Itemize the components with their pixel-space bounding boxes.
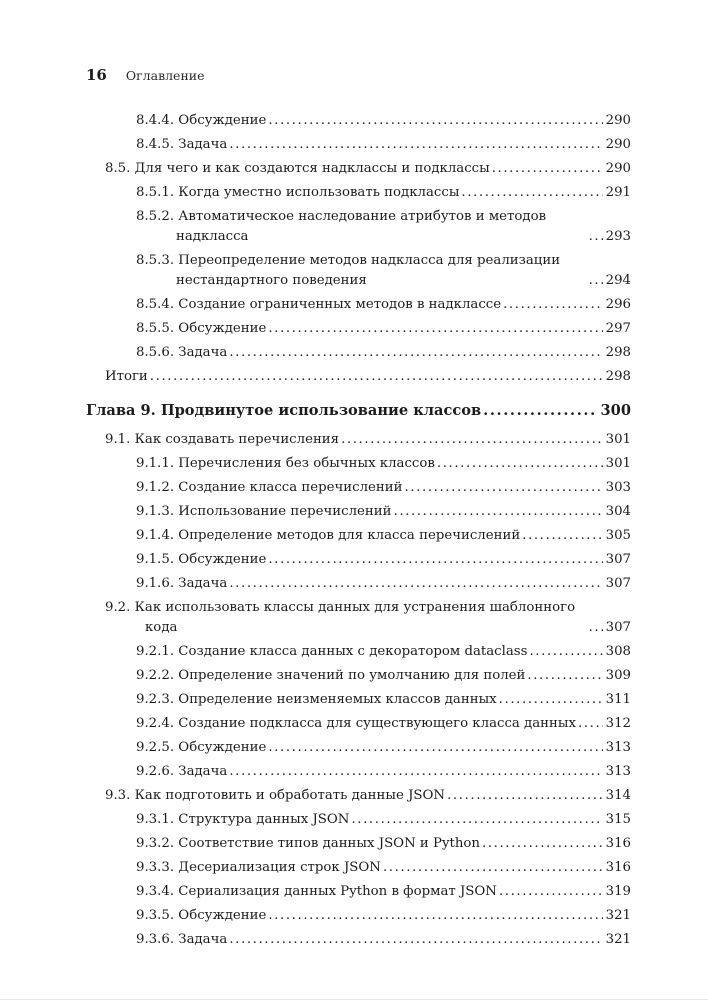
toc-dot-leader — [394, 502, 603, 522]
toc-entry — [86, 858, 631, 878]
toc-entry-page: 298 — [605, 369, 631, 384]
toc-dot-leader — [461, 183, 602, 203]
toc-entry — [86, 183, 631, 203]
toc-entry-page: 321 — [605, 932, 631, 947]
toc-entry-page: 321 — [605, 908, 631, 923]
toc-entry-page: 307 — [605, 552, 631, 567]
toc-dot-leader — [268, 550, 602, 570]
toc-dot-leader — [529, 642, 602, 662]
toc-dot-leader — [341, 430, 603, 450]
toc-entry — [86, 478, 631, 498]
toc-dot-leader — [268, 738, 602, 758]
toc-dot-leader — [383, 858, 603, 878]
toc-entry-page: 293 — [605, 229, 631, 244]
toc-entry-page: 303 — [605, 480, 631, 495]
toc-entry — [86, 111, 631, 131]
toc-dot-leader — [492, 159, 603, 179]
toc-entry — [86, 319, 631, 339]
toc-entry — [86, 690, 631, 710]
toc-entry-page: 307 — [605, 576, 631, 591]
toc-entry-title: 9.2.4. Создание подкласса для существующего класса данных — [136, 716, 576, 731]
toc-entry — [86, 343, 631, 363]
toc-entry-title: 9.3.6. Задача — [136, 932, 228, 947]
toc-entry-page: 290 — [605, 137, 631, 152]
toc-entry — [86, 367, 631, 387]
toc-entry — [86, 642, 631, 662]
toc-entry-page: 298 — [605, 345, 631, 360]
page-content — [86, 66, 631, 954]
toc-entry-title: 9.2.1. Создание класса данных с декоратором dataclass — [136, 644, 528, 659]
toc-entry-title: 9.2.5. Обсуждение — [136, 740, 267, 755]
toc-entry-title: 9.1.1. Перечисления без обычных классов — [136, 456, 435, 471]
toc-entry — [86, 251, 631, 291]
toc-entry — [86, 574, 631, 594]
toc-entry-page: 319 — [605, 884, 631, 899]
toc-entry-page: 290 — [605, 161, 631, 176]
toc-dot-leader — [503, 295, 603, 315]
toc-entry — [86, 430, 631, 450]
page-number: 16 — [86, 66, 107, 84]
toc-entry — [86, 906, 631, 926]
toc-dot-leader — [482, 834, 603, 854]
toc-entry — [86, 834, 631, 854]
toc-dot-leader — [268, 319, 602, 339]
toc-entry-title: 9.2.2. Определение значений по умолчанию для полей — [136, 668, 526, 683]
toc-entry-page: 297 — [605, 321, 631, 336]
toc-entry-title: 9.2.3. Определение неизменяемых классов данных — [136, 692, 497, 707]
toc-entry-title: 9.3.2. Соответствие типов данных JSON и Python — [136, 836, 480, 851]
toc-entry-page: 291 — [605, 185, 631, 200]
toc-entry-title: 9.1.5. Обсуждение — [136, 552, 267, 567]
toc-entry — [86, 295, 631, 315]
toc-dot-leader — [229, 135, 602, 155]
toc-entry-page: 311 — [605, 692, 631, 707]
toc-dot-leader — [268, 906, 602, 926]
toc-entry-page: 312 — [605, 716, 631, 731]
toc-entry — [86, 786, 631, 806]
toc-entry-title: 9.1. Как создавать перечисления — [105, 432, 340, 447]
toc-entry — [86, 810, 631, 830]
toc-entry-page: 307 — [605, 620, 631, 635]
toc-entry-title: 9.2. Как использовать классы данных для устранения шаблонного кода — [105, 600, 576, 635]
toc-entry — [86, 882, 631, 902]
toc-entry-title: 8.4.5. Задача — [136, 137, 228, 152]
toc-entry-page: 296 — [605, 297, 631, 312]
toc-entry — [86, 159, 631, 179]
toc-entry-title: 9.3. Как подготовить и обработать данные JSON — [105, 788, 446, 803]
toc-entry — [86, 714, 631, 734]
toc-entry-page: 314 — [605, 788, 631, 803]
toc-dot-leader — [483, 401, 597, 421]
toc-dot-leader — [589, 227, 603, 247]
toc-entry-title: Итоги — [105, 369, 148, 384]
toc-entry-page: 316 — [605, 836, 631, 851]
toc-entry — [86, 550, 631, 570]
toc-entry-title: 8.5.1. Когда уместно использовать подклассы — [136, 185, 460, 200]
toc-dot-leader — [229, 930, 602, 950]
toc-dot-leader — [447, 786, 603, 806]
toc-dot-leader — [268, 111, 602, 131]
toc-dot-leader — [527, 666, 602, 686]
toc-entry — [86, 454, 631, 474]
toc-entry-page: 313 — [605, 764, 631, 779]
toc-dot-leader — [351, 810, 602, 830]
running-header — [86, 66, 631, 84]
toc-entry-title: 8.5.5. Обсуждение — [136, 321, 267, 336]
toc-dot-leader — [578, 714, 603, 734]
toc-entry — [86, 738, 631, 758]
toc-entry-title: 9.1.2. Создание класса перечислений — [136, 480, 403, 495]
toc-entry — [86, 598, 631, 638]
toc-dot-leader — [499, 882, 603, 902]
toc-entry-title: 8.4.4. Обсуждение — [136, 113, 267, 128]
toc-dot-leader — [437, 454, 603, 474]
toc-entry — [86, 930, 631, 950]
toc-entry-title: 8.5. Для чего и как создаются надклассы и подклассы — [105, 161, 490, 176]
toc-entry-title: 8.5.6. Задача — [136, 345, 228, 360]
toc-entry-title: 8.5.3. Переопределение методов надкласса для реализации нестандартного поведения — [136, 253, 561, 288]
toc-entry-title: 9.3.1. Структура данных JSON — [136, 812, 350, 827]
toc-entry-page: 309 — [605, 668, 631, 683]
toc-dot-leader — [229, 574, 602, 594]
toc-dot-leader — [589, 618, 603, 638]
toc-dot-leader — [405, 478, 603, 498]
toc-entry-title: 8.5.4. Создание ограниченных методов в надклассе — [136, 297, 502, 312]
toc-entry-page: 301 — [605, 432, 631, 447]
toc-entry-title: 9.1.6. Задача — [136, 576, 228, 591]
toc-entry-page: 315 — [605, 812, 631, 827]
toc-dot-leader — [229, 762, 602, 782]
toc-entry — [86, 762, 631, 782]
toc-entry — [86, 502, 631, 522]
section-header: Оглавление — [125, 68, 205, 83]
toc-entry-page: 300 — [600, 402, 631, 419]
toc-dot-leader — [589, 271, 603, 291]
toc-entry-title: 9.3.3. Десериализация строк JSON — [136, 860, 381, 875]
toc-entry-page: 316 — [605, 860, 631, 875]
toc-entry — [86, 526, 631, 546]
toc-entry-title: 9.3.5. Обсуждение — [136, 908, 267, 923]
toc-entry-page: 301 — [605, 456, 631, 471]
toc-entry-title: 9.3.4. Сериализация данных Python в формат JSON — [136, 884, 497, 899]
toc-entry-page: 290 — [605, 113, 631, 128]
toc-list — [86, 111, 631, 950]
toc-entry-page: 308 — [605, 644, 631, 659]
toc-entry-page: 294 — [605, 273, 631, 288]
toc-entry — [86, 401, 631, 421]
toc-entry-title: Глава 9. Продвинутое использование классов — [86, 402, 482, 419]
toc-dot-leader — [499, 690, 603, 710]
toc-entry-title: 9.2.6. Задача — [136, 764, 228, 779]
toc-entry-title: 9.1.4. Определение методов для класса перечислений — [136, 528, 521, 543]
toc-entry-title: 8.5.2. Автоматическое наследование атрибутов и методов надкласса — [136, 209, 547, 244]
toc-entry-title: 9.1.3. Использование перечислений — [136, 504, 392, 519]
toc-entry-page: 313 — [605, 740, 631, 755]
toc-dot-leader — [229, 343, 602, 363]
toc-entry — [86, 207, 631, 247]
toc-entry — [86, 135, 631, 155]
toc-dot-leader — [150, 367, 603, 387]
toc-entry — [86, 666, 631, 686]
toc-dot-leader — [522, 526, 602, 546]
toc-entry-page: 305 — [605, 528, 631, 543]
toc-entry-page: 304 — [605, 504, 631, 519]
